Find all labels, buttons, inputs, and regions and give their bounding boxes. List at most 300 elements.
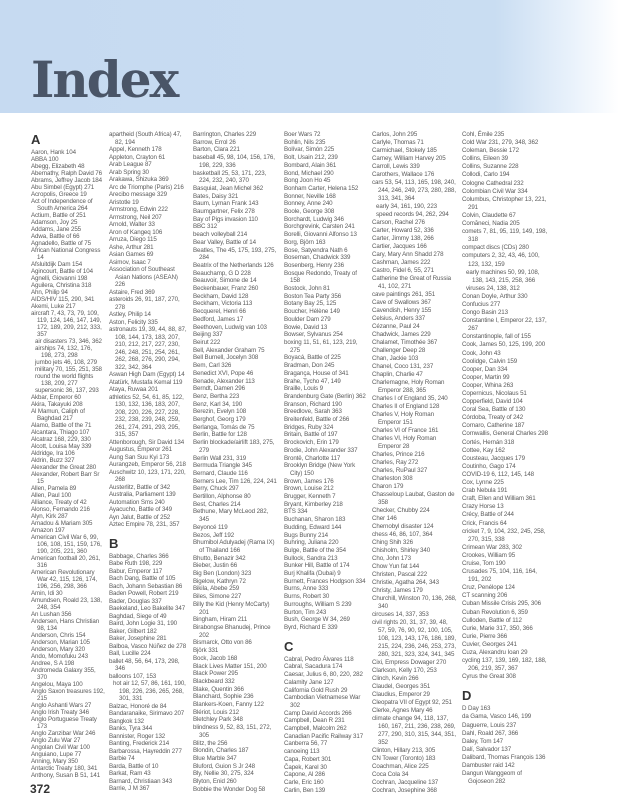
index-entry: Burj Khalifa (Dubai) 9: [284, 570, 341, 578]
index-column-4: [284, 131, 367, 794]
index-entry: Canberra 56, 77: [284, 740, 328, 748]
index-entry: Brown, Louise 212: [284, 485, 334, 493]
index-entry: Auschwitz 10, 123, 171, 220, 268: [109, 468, 186, 483]
index-entry: Cher 146: [372, 515, 397, 522]
index-entry: Armstrong, Neil 207: [109, 213, 162, 221]
index-entry: Constantinople, fall of 155: [462, 333, 531, 341]
index-entry: Borchardt, Ludwig 346: [284, 215, 344, 223]
index-entry: Alonso, Fernando 216: [31, 506, 90, 513]
index-entry: Breitenfeld, Battle of 266: [284, 416, 350, 424]
index-entry: Bingham, Hiram 211: [193, 616, 248, 624]
index-entry: Anglo Saxon treasures 192, 215: [31, 688, 105, 702]
index-entry: Asian Games 69: [109, 251, 154, 258]
index-entry: Arab League 87: [109, 161, 152, 168]
index-entry: Bonner, Neville 168: [284, 192, 336, 200]
index-entry: Carle, Eric 160: [284, 778, 324, 786]
index-entry: Benedict XVI, Pope 46: [193, 369, 254, 377]
index-entry: Bradman, Don 245: [284, 362, 335, 370]
index-entry: Andersen, Hans Christian 98, 134: [31, 618, 100, 632]
index-entry: Blake, Quentin 366: [193, 685, 244, 693]
index-entry: Aztec Empire 78, 231, 357: [109, 521, 180, 528]
index-entry: Anglo Zulu War 27: [31, 737, 81, 744]
index-entry: D Day 163: [462, 705, 491, 713]
index-entry: Akemi, Luke 217: [31, 303, 76, 310]
index-entry: Bangkok 132: [109, 717, 145, 725]
index-entry: Barbarossa, Hayreddin 277: [109, 747, 182, 755]
index-entry: Anglo Zanzibar War 246: [31, 730, 96, 737]
index-entry: Bunker Hill, Battle of 174: [284, 562, 350, 570]
index-entry: Boulder Dam 279: [284, 315, 331, 323]
index-entry: Biles, Simone 227: [193, 593, 242, 601]
index-entry: Cortés, Hernán 318: [462, 438, 515, 446]
index-entry: Collins, Eileen 39: [462, 155, 509, 163]
index-entry: computers 2, 32, 43, 46, 100, 123, 132, 159: [462, 252, 540, 268]
index-entry: Alamo, Battle of the 71: [31, 422, 92, 429]
index-entry: Anglo Irish Treaty 346: [31, 709, 89, 716]
index-entry: Bletchley Park 348: [193, 716, 243, 724]
index-entry: COVID-19 6, 112, 145, 148: [462, 470, 535, 478]
index-entry: Agnelli, Giovanni 198: [31, 275, 88, 282]
index-entry: ballet 48, 56, 64, 173, 298, 346: [109, 657, 180, 672]
index-entry: Allen, Pamela 89: [31, 485, 77, 492]
index-entry: Amin, Idi 30: [31, 590, 63, 597]
index-entry: Cohl, Émile 235: [462, 131, 505, 138]
index-entry: Baden Powell, Robert 219: [109, 590, 179, 597]
index-entry: Berezin, Evelyn 108: [193, 408, 247, 416]
index-entry: Ball, Lucille 224: [109, 650, 151, 657]
index-entry: Cruise, Tom 190: [462, 559, 506, 567]
index-entry: BTS 334: [284, 508, 308, 516]
index-entry: Andromeda Galaxy 355, 370: [31, 667, 96, 681]
index-entry: Armstrong, Edwin 222: [109, 206, 168, 213]
index-entry: Barrie, J M 367: [109, 785, 150, 792]
index-entry: Bond, Michael 290: [284, 169, 334, 177]
index-entry: Culloden, Battle of 112: [462, 616, 522, 624]
index-entry: Copernicus, Nicolaus 51: [462, 390, 527, 397]
index-column-5: [372, 131, 457, 795]
index-entry: asteroids 26, 91, 187, 270, 278: [109, 296, 180, 311]
index-entry: Borelli, Giovanni Alfonso 13: [284, 231, 357, 239]
index-entry: Agincourt, Battle of 104: [31, 268, 93, 275]
index-entry: Carroll, Lewis 339: [372, 163, 420, 170]
index-entry: Brown, James 176: [284, 477, 334, 485]
index-entry: Cottee, Kay 162: [462, 446, 505, 454]
index-entry: Carter, Howard 52, 336: [372, 227, 434, 234]
index-entry: Baker, Josephine 281: [109, 635, 167, 642]
index-column-2: [109, 131, 188, 793]
index-entry: Best, Charles 214: [193, 500, 241, 508]
index-entry: Coolidge, Calvin 159: [462, 357, 518, 365]
index-entry: Barkat, Ram 43: [109, 770, 151, 777]
index-entry: Carlin, Ben 139: [284, 786, 326, 794]
index-entry: Beijing 337: [193, 331, 223, 339]
index-entry: Beirut 222: [193, 338, 221, 346]
index-entry: Berry, Chuck 297: [193, 485, 239, 493]
index-entry: Chanel, Coco 131, 237: [372, 363, 434, 370]
index-entry: Babur, Emperor 117: [109, 567, 163, 575]
index-entry: Babbage, Charles 366: [109, 552, 169, 560]
index-entry: Checker, Chubby 224: [372, 507, 430, 514]
index-entry: Bates, Daisy 321: [193, 192, 239, 200]
index-entry: Chernobyl disaster 124: [372, 523, 434, 530]
index-entry: Cave of Swallows 367: [372, 299, 431, 306]
index-entry: Aung San Suu Kyi 173: [109, 453, 170, 461]
index-entry: Burns, Anne 333: [284, 585, 329, 593]
index-entry: Cuvier, Georges 241: [462, 640, 517, 648]
index-entry: blindness 9, 52, 83, 151, 272, 305: [193, 724, 272, 739]
index-entry: apartheid (South Africa) 47, 82, 194: [109, 131, 182, 146]
index-entry: Bernard, Claude 116: [193, 469, 248, 477]
index-entry: Beatrix of the Netherlands 126: [193, 261, 274, 269]
index-entry: Cixi, Empress Dowager 270: [372, 659, 447, 666]
index-entry: Bach, Johann Sebastian 86: [109, 582, 183, 590]
index-entry: Cook, John 43: [462, 349, 501, 357]
index-column-6: [462, 131, 548, 786]
index-entry: Barrington, Charles 229: [193, 131, 257, 138]
index-entry: Curie, Pierre 366: [462, 632, 508, 640]
letter-heading: B: [109, 535, 119, 551]
index-entry: Dahl, Roald 267, 366: [462, 729, 519, 737]
index-entry: Bragança, House of 341: [284, 369, 349, 377]
index-entry: Bhumibol Adulyadej (Rama IX) of Thailand 166: [193, 539, 275, 554]
index-entry: Cousteau, Jacques 179: [462, 454, 525, 462]
index-entry: Berners Lee, Tim 126, 224, 241: [193, 477, 277, 485]
index-entry: Branson, Richard 190: [284, 400, 342, 408]
index-entry: Al Mamun, Caliph of Baghdad 217: [31, 408, 85, 422]
index-entry: Abu Simbel (Egypt) 271: [31, 184, 95, 191]
index-entry: Birabongse Bhanudej, Prince 202: [193, 624, 271, 639]
index-entry: Columbus, Christopher 13, 221, 291: [462, 195, 547, 211]
index-entry: Allen, Paul 100: [31, 492, 72, 499]
index-entry: Cuban Revolution 6, 359: [462, 608, 528, 616]
index-entry: Charles, Prince 216: [372, 451, 425, 458]
index-entry: Agnadello, Battle of 75: [31, 240, 91, 247]
index-entry: Beckham, Victoria 113: [193, 300, 253, 308]
index-entry: Brahe, Tycho 47, 149: [284, 377, 341, 385]
index-entry: Cochran, Jacqueline 137: [372, 779, 439, 786]
index-entry: Alcatraz 168, 229, 330: [31, 436, 91, 443]
index-entry: Blue Marble 347: [193, 754, 237, 762]
index-entry: Balboa, Vasco Núñez de 278: [109, 642, 187, 650]
index-entry: Cooper, Whina 263: [462, 381, 514, 389]
index-entry: Charleston 308: [372, 475, 413, 482]
index-entry: Baker, Gilbert 182: [109, 627, 157, 635]
index-entry: Banks, Tyra 344: [109, 725, 153, 732]
index-entry: Black Power 295: [193, 670, 238, 678]
index-entry: AIDS/HIV 115, 290, 341: [31, 296, 95, 303]
index-entry: comets 7, 81, 95, 119, 149, 198, 318: [462, 228, 548, 244]
index-entry: Burns, Robert 30: [284, 593, 330, 601]
index-entry: Charlemagne, Holy Roman Emperor 288, 365: [372, 379, 445, 394]
index-entry: Beyoncé 119: [193, 523, 228, 531]
index-entry: Appleton, Crayton 61: [109, 153, 166, 161]
index-entry: Chisholm, Shirley 340: [372, 547, 431, 554]
index-entry: canoeing 113: [284, 748, 320, 756]
index-subentry: military 70, 155, 251, 358: [35, 366, 102, 373]
index-entry: aircraft 7, 43, 73, 79, 109, 119, 124, 146, 147, 149, 172, 189, 209, 212, 333, 357: [31, 310, 102, 338]
index-subentry: speed records 94, 262, 294: [376, 211, 449, 218]
index-entry: Cook, James 50, 125, 199, 200: [462, 341, 546, 349]
index-entry: Act of Independence of South America 264: [31, 198, 93, 212]
index-entry: Clinch, Kevin 266: [372, 675, 419, 682]
index-entry: Baird, John Logie 31, 190: [109, 620, 178, 627]
index-entry: Atatürk, Mustafa Kemal 119: [109, 378, 183, 386]
index-entry: Addams, Jane 255: [31, 226, 81, 233]
index-entry: Daguerre, Louis 237: [462, 721, 517, 729]
index-entry: Cyrus the Great 308: [462, 673, 516, 681]
index-entry: Chalamet, Timothée 367: [372, 339, 438, 346]
index-entry: Dalibard, Thomas François 136: [462, 753, 546, 761]
index-entry: Charon 179: [372, 483, 404, 490]
index-entry: Berlin, Battle for 128: [193, 431, 247, 439]
index-entry: Breedlove, Sarah 363: [284, 408, 342, 416]
index-entry: Burnett, Frances Hodgson 334: [284, 577, 366, 585]
index-entry: Aldridge, Ira 106: [31, 450, 75, 457]
index-entry: Aaron, Hank 104: [31, 149, 76, 156]
index-entry: Barrow, Errol 26: [193, 138, 236, 146]
index-entry: Ayn Jalut, Battle of 252: [109, 513, 171, 521]
index-entry: Congo Basin 213: [462, 309, 508, 317]
index-entry: Alexander the Great 280: [31, 464, 97, 471]
index-entry: Alcott, Louisa May 339: [31, 443, 92, 450]
index-entry: Charles II of England 128: [372, 403, 440, 410]
index-entry: Chaplin, Charlie 47: [372, 371, 423, 378]
index-entry: Cornaro, Catherine 187: [462, 422, 525, 430]
index-entry: Constantine I, Emperor 22, 137, 267: [462, 317, 547, 333]
index-entry: Churchill, Winston 70, 136, 268, 340: [372, 595, 457, 610]
index-entry: Arab Spring 30: [109, 168, 149, 176]
index-entry: Calamity Jane 127: [284, 678, 334, 686]
index-entry: Bethune, Mary McLeod 282, 345: [193, 508, 269, 524]
index-entry: Berlin blockade/airlift 183, 275, 279: [193, 439, 275, 454]
index-entry: Boole, George 308: [284, 208, 335, 216]
index-entry: Björk 331: [193, 647, 219, 655]
index-entry: Alliance, Treaty of 42: [31, 499, 87, 506]
index-entry: Bowie, David 13: [284, 323, 328, 331]
index-subentry: supersonic 36, 137, 293: [35, 387, 99, 394]
index-subentry: viruses 24, 138, 312: [466, 284, 520, 292]
index-entry: Chadwick, James 229: [372, 331, 431, 338]
index-entry: Cochran, Josephine 368: [372, 787, 437, 794]
index-entry: balloons 107, 153: [109, 672, 157, 680]
index-entry: Brontë, Charlotte 117: [284, 454, 341, 462]
index-entry: American Civil War 6, 99, 106, 108, 151, 159, 176, 190, 205, 221, 360: [31, 534, 102, 555]
index-entry: Bader, Douglas 337: [109, 597, 162, 605]
index-entry: Braille, Louis 9: [284, 385, 323, 393]
index-entry: Bismarck, Otto von 86: [193, 639, 252, 647]
index-entry: Arecibo message 329: [109, 191, 167, 198]
index-entry: Big Ben (London) 323: [193, 570, 252, 578]
index-entry: American Revolutionary War 42, 115, 126, 174, 196, 256, 298, 366: [31, 569, 98, 590]
index-entry: Cashman, James 222: [372, 259, 431, 266]
index-entry: Cartier, Jacques 166: [372, 243, 427, 250]
index-entry: Barnard, Christiaan 343: [109, 777, 173, 785]
index-entry: beach volleyball 214: [193, 231, 248, 239]
index-entry: Cabral, Sacadura 174: [284, 663, 343, 671]
index-entry: Christen, Pascal 222: [372, 571, 428, 578]
index-entry: Burton, Tim 243: [284, 608, 327, 616]
index-entry: Dambuster raid 142: [462, 762, 515, 770]
index-entry: Bosque Redondo, Treaty of 158: [284, 269, 357, 285]
index-entry: Astaire, Fred 369: [109, 288, 155, 296]
index-entry: Aron of Kangeq 106: [109, 228, 163, 236]
index-column-1: [31, 131, 105, 779]
index-entry: chess 46, 86, 107, 364: [372, 531, 433, 538]
index-entry: Amazon 197: [31, 527, 65, 534]
index-entry: baseball 45, 98, 104, 156, 176, 198, 229, 336: [193, 154, 275, 169]
index-entry: Cambodian Vietnamese War 302: [284, 694, 361, 709]
index-entry: CT scanning 206: [462, 592, 508, 600]
index-entry: Automation Sms 240: [109, 498, 165, 506]
letter-heading: A: [31, 132, 41, 147]
index-entry: Berlanga, Tomás de 75: [193, 423, 255, 431]
index-entry: cycling 137, 139, 169, 182, 188, 206, 219, 357, 367: [462, 657, 547, 673]
index-entry: Chan, Jackie 103: [372, 355, 419, 362]
index-entry: Conan Doyle, Arthur 330: [462, 292, 528, 300]
index-entry: Dangun Wanggeom of Gojoseon 282: [462, 770, 522, 786]
index-entry: Arc de Triomphe (Paris) 216: [109, 183, 184, 191]
index-entry: Ayacucho, Battle of 349: [109, 506, 172, 513]
index-entry: Catherine the Great of Russia 41, 102, 271: [372, 275, 451, 290]
index-entry: Abrams, Jeffrey Jacob 184: [31, 177, 102, 184]
index-entry: Benade, Alexander 113: [193, 377, 255, 385]
index-entry: Carlos, John 295: [372, 131, 418, 138]
index-entry: Burroughs, William S 239: [284, 600, 352, 608]
index-entry: Carothers, Wallace 176: [372, 171, 435, 178]
index-subentry: early 34, 161, 190, 223: [376, 203, 437, 210]
index-entry: Charles VI, Holy Roman Emperor 28: [372, 435, 437, 450]
index-entry: Blondin, Charles 187: [193, 747, 249, 755]
index-entry: Córdoba, Treaty of 242: [462, 414, 524, 422]
index-entry: Balzac, Honoré de 84: [109, 702, 167, 710]
index-entry: ABBA 100: [31, 156, 59, 163]
index-entry: Astley, Philip 14: [109, 311, 151, 318]
index-entry: Alyn, Kirk 287: [31, 513, 68, 520]
index-entry: Anglo Portuguese Treaty 173: [31, 716, 97, 730]
page-title: Index: [31, 50, 178, 109]
index-entry: Bryant, Kimberley 218: [284, 500, 343, 508]
index-entry: Adwa, Battle of 66: [31, 233, 80, 240]
index-entry: Berghof, Georg 179: [193, 416, 246, 424]
index-entry: Confucius 277: [462, 300, 501, 308]
index-entry: Dalí, Salvador 137: [462, 745, 512, 753]
index-entry: Beckenbauer, Franz 260: [193, 285, 259, 293]
index-entry: Boucher, Hélène 149: [284, 308, 340, 316]
index-entry: Benz, Karl 34, 190: [193, 400, 243, 408]
index-entry: American football 20, 261, 316: [31, 555, 101, 569]
index-entry: Colombian Civil War 334: [462, 187, 528, 195]
index-entry: Charles I of England 35, 240: [372, 395, 448, 402]
index-entry: Bosenberg, Henry 236: [284, 261, 344, 269]
index-entry: Capa, Robert 301: [284, 755, 332, 763]
index-column-3: [193, 131, 279, 793]
index-entry: Becquerel, Henri 66: [193, 308, 246, 316]
index-entry: Aswan High Dam (Egypt) 14: [109, 371, 185, 378]
index-entry: civil rights 20, 31, 37, 39, 48, 57, 59, 76, 90, 92, 100, 105, 108, 123, 143, 176, 186, 189, 215, 224, 236, 246, 253, 273, 280, 321, 323, 324, 341, 345: [372, 619, 456, 658]
index-entry: Australia, Parliament 139: [109, 491, 176, 498]
index-entry: Ataya, Ruwaa 201: [109, 386, 158, 393]
index-entry: Bulge, Battle of the 354: [284, 546, 346, 554]
index-entry: Copperfield, David 104: [462, 398, 523, 406]
index-entry: Arakawa, Shizuka 369: [109, 176, 169, 183]
index-entry: Charles VI of France 161: [372, 427, 439, 434]
index-entry: Budding, Edward 144: [284, 523, 342, 531]
index-entry: Chasseloup Laubat, Gaston de 358: [372, 491, 455, 506]
index-entry: boxing 11, 51, 61, 123, 219, 275: [284, 338, 358, 354]
index-entry: Cleopatra VII of Egypt 92, 251: [372, 699, 452, 706]
index-entry: Challenger Deep 28: [372, 347, 426, 354]
index-entry: Bobbie the Wonder Dog 58: [193, 785, 266, 793]
index-entry: Cary, Mary Ann Shadd 278: [372, 251, 444, 258]
index-entry: Bertillon, Alphonse 80: [193, 493, 251, 501]
index-subentry: air disasters 73, 346, 362: [35, 338, 102, 345]
index-entry: CN Tower (Toronto) 183: [372, 755, 436, 762]
index-entry: Aurangzeb, Emperor 56, 218: [109, 461, 186, 468]
index-entry: Bock, Jacob 168: [193, 654, 238, 662]
index-entry: Charles, Ray 272: [372, 459, 419, 466]
index-entry: cars 53, 54, 113, 165, 198, 240, 244, 246, 249, 273, 280, 288, 313, 341, 364: [372, 179, 456, 202]
index-entry: Bostock, John 81: [284, 285, 330, 293]
index-entry: Bush, George W 34, 269: [284, 616, 350, 624]
index-entry: Christy, James 179: [372, 587, 423, 594]
index-entry: Babe Ruth 198, 229: [109, 560, 163, 567]
index-entry: Clerke, Agnes Mary 46: [372, 707, 433, 714]
index-entry: Brugger, Kenneth 7: [284, 493, 336, 501]
index-entry: Ando, Momofuku 243: [31, 653, 89, 660]
index-entry: Brodie, John Alexander 337: [284, 446, 358, 454]
index-entry: Campbell, Malcolm 262: [284, 725, 347, 733]
index-entry: Cornwallis, General Charles 298: [462, 430, 548, 438]
index-entry: Bell Burnell, Jocelyn 308: [193, 354, 259, 362]
index-entry: Cézanne, Paul 24: [372, 323, 420, 330]
index-entry: Beckham, David 128: [193, 292, 249, 300]
index-entry: Collodi, Carlo 194: [462, 171, 510, 179]
index-entry: Beauvoir, Simone de 14: [193, 277, 257, 285]
index-entry: Bhutto, Benazir 342: [193, 554, 246, 562]
index-entry: Appel, Kenneth 178: [109, 146, 162, 153]
index-entry: Colvin, Claudette 67: [462, 211, 516, 219]
index-entry: Bandaranaike, Sirimavo 207: [109, 710, 185, 717]
index-entry: Banting, Frederick 214: [109, 740, 170, 747]
index-entry: Byrd, Richard E 339: [284, 624, 338, 631]
index-entry: Claudius, Emperor 29: [372, 691, 430, 698]
index-entry: Ahn, Philip 94: [31, 289, 68, 296]
index-entry: Bly, Nellie 30, 275, 324: [193, 770, 254, 778]
index-entry: Boer Wars 72: [284, 131, 321, 138]
index-subentry: airships 74, 132, 176, 198, 273, 298: [35, 345, 92, 359]
index-entry: Bolívar, Simón 225: [284, 146, 335, 154]
index-entry: Carmichael, Stokely 185: [372, 147, 437, 154]
index-entry: Anglo Ashanti Wars 27: [31, 702, 92, 709]
index-entry: Bong Joon Ho 45: [284, 177, 331, 185]
index-entry: climate change 94, 118, 137, 160, 167, 211, 236, 238, 269, 277, 290, 310, 315, 344, 351, 352: [372, 715, 456, 746]
index-entry: Comăneci, Nadia 205: [462, 220, 520, 228]
index-entry: Bose, Satyendra Nath 6: [284, 246, 348, 254]
index-entry: Carter, Jimmy 138, 266: [372, 235, 434, 242]
index-entry: Buchanan, Sharon 183: [284, 516, 346, 524]
index-entry: Berlin Wall 231, 319: [193, 454, 247, 462]
letter-heading: C: [284, 638, 294, 654]
index-entry: Bonney, Anne 240: [284, 200, 333, 208]
index-entry: cricket 7, 9, 104, 232, 245, 258, 270, 315, 338: [462, 527, 546, 543]
index-entry: Crimean War 283, 302: [462, 543, 523, 551]
index-entry: Bedford, James 17: [193, 315, 244, 323]
index-entry: Baekeland, Leo Bakelite 347: [109, 605, 186, 612]
index-entry: Abegg, Elizabeth 48: [31, 163, 85, 170]
index-entry: Daley, Tom 147: [462, 737, 504, 745]
index-entry: Bikila, Abebe 259: [193, 585, 240, 593]
index-entry: Coachman, Alice 225: [372, 763, 429, 770]
